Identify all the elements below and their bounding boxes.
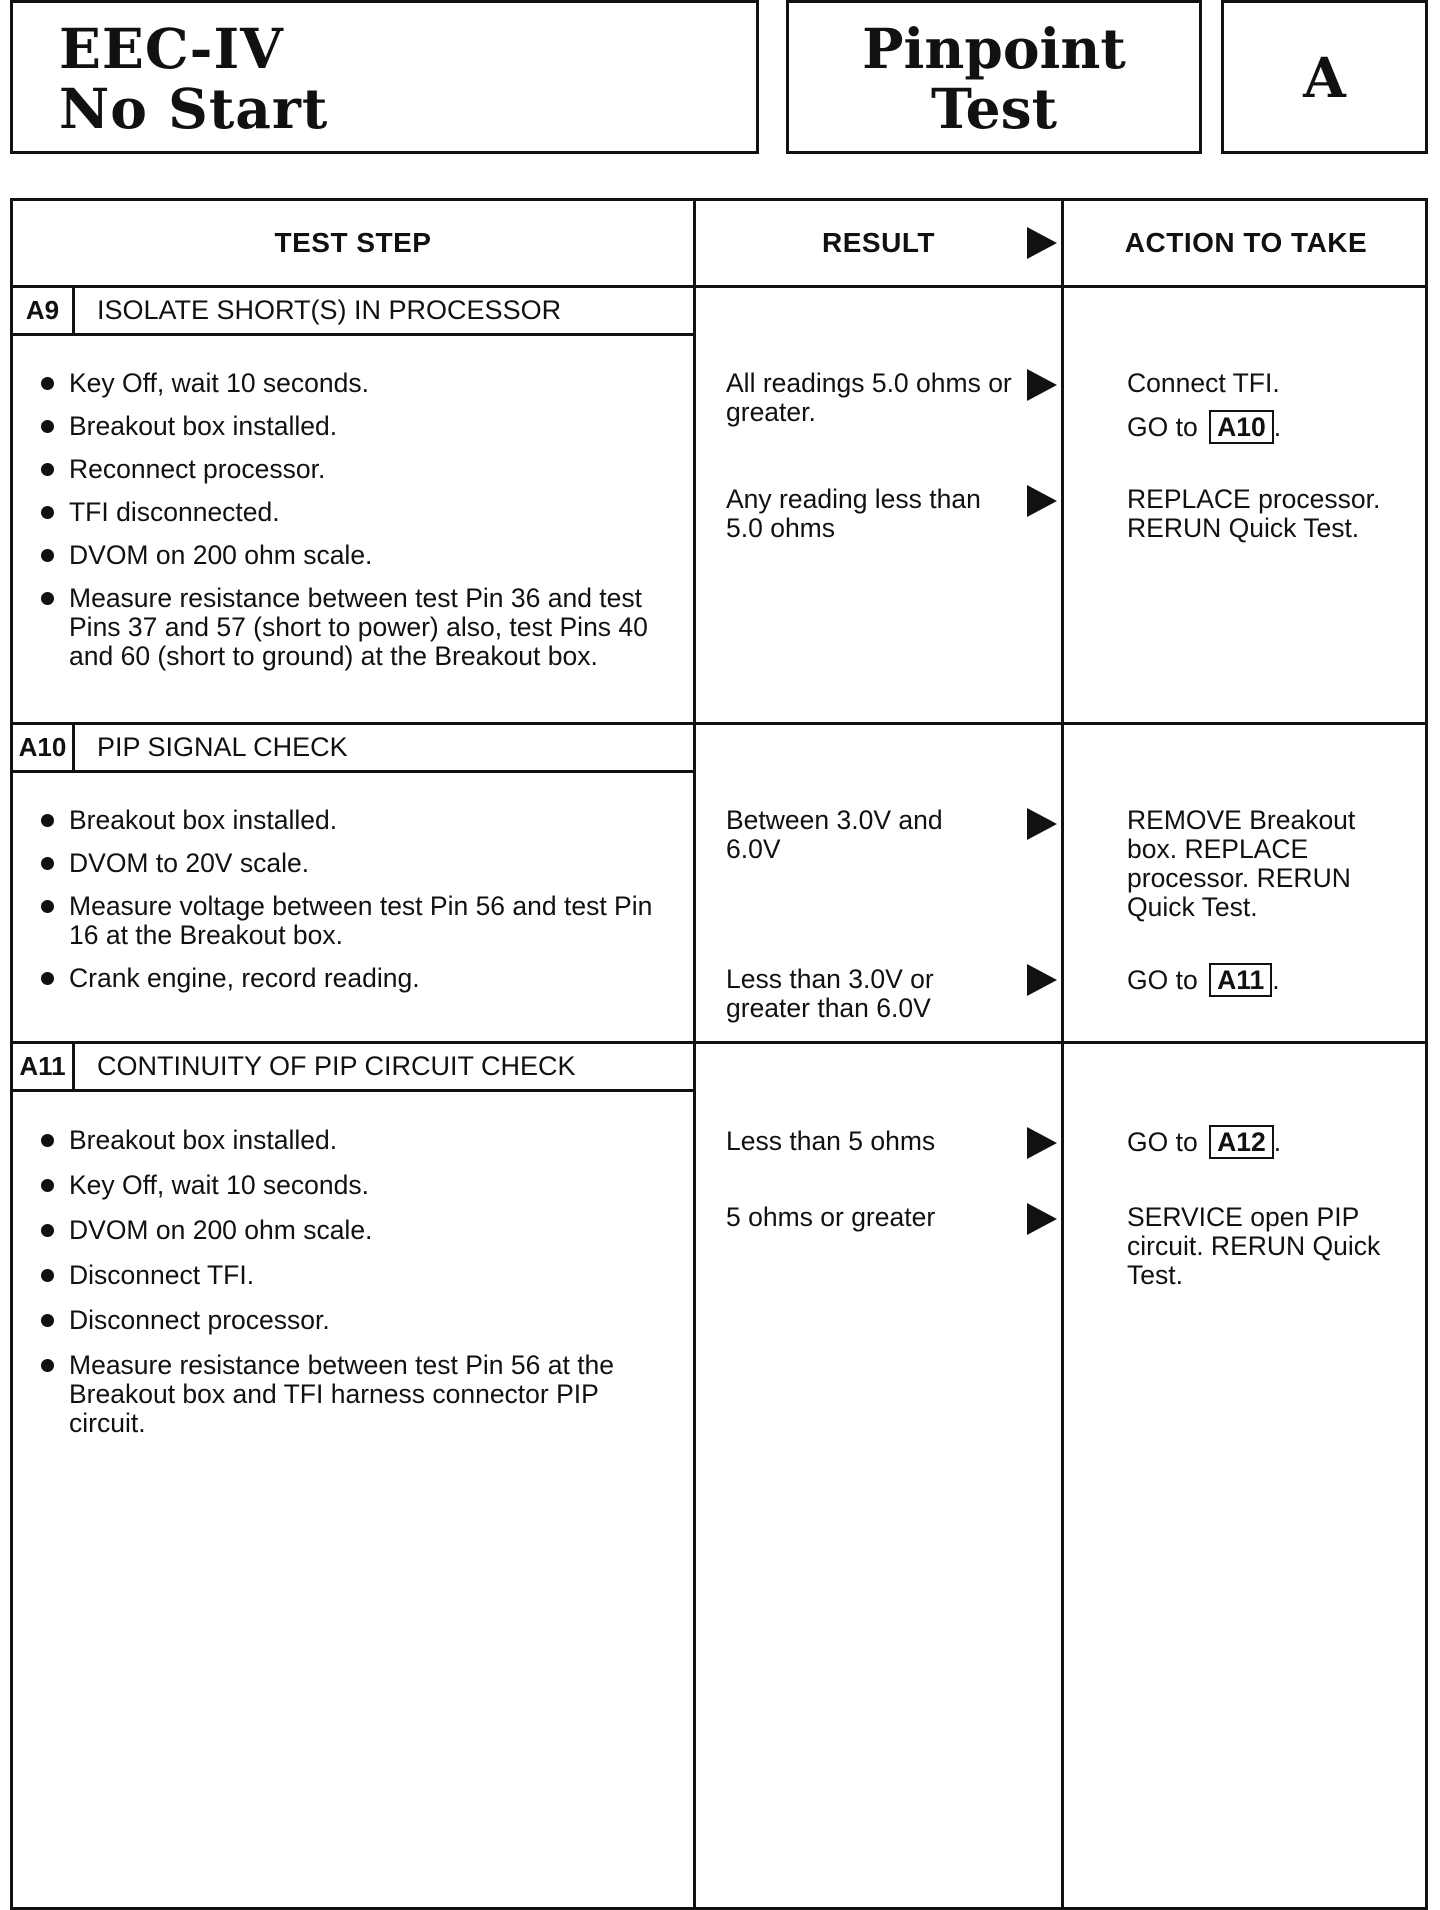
- list-item: Measure resistance between test Pin 56 at the Breakout box and TFI harness connector PIP circuit.: [39, 1351, 669, 1438]
- step-id: A10: [13, 725, 75, 770]
- list-item: Key Off, wait 10 seconds.: [39, 1171, 669, 1200]
- list-item: Key Off, wait 10 seconds.: [39, 369, 669, 398]
- list-item: TFI disconnected.: [39, 498, 669, 527]
- result-text: 5 ohms or greater: [726, 1202, 936, 1232]
- go-to-step-a11[interactable]: A11: [1209, 963, 1272, 997]
- column-header-result: RESULT: [822, 227, 935, 258]
- go-to-label: GO to: [1127, 965, 1198, 995]
- section-box: [1221, 0, 1428, 154]
- pinpoint-line-1: Pinpoint: [862, 16, 1126, 81]
- step-a9-conditions: [39, 369, 669, 685]
- go-to-label: GO to: [1127, 1127, 1198, 1157]
- list-item: Breakout box installed.: [39, 806, 669, 835]
- column-divider: [1061, 201, 1064, 1907]
- title-line-1: EEC-IV: [59, 16, 284, 81]
- action-line: Connect TFI.: [1127, 368, 1280, 398]
- title-box: [10, 0, 759, 154]
- action-text: SERVICE open PIP circuit. RERUN Quick Test.: [1127, 1202, 1381, 1290]
- title-line-2: No Start: [59, 76, 329, 141]
- step-a10-conditions: [39, 806, 669, 1007]
- list-item: Breakout box installed.: [39, 412, 669, 441]
- step-id: A9: [13, 288, 75, 333]
- arrow-icon: [1027, 808, 1057, 840]
- arrow-icon: [1027, 227, 1057, 259]
- section-letter: A: [1303, 45, 1346, 110]
- action-text: REPLACE processor. RERUN Quick Test.: [1127, 484, 1381, 543]
- step-a11-conditions: [39, 1126, 669, 1452]
- action-text: [1127, 369, 1417, 444]
- pinpoint-test-box: [786, 0, 1202, 154]
- arrow-icon: [1027, 1127, 1057, 1159]
- list-item: Measure resistance between test Pin 36 and test Pins 37 and 57 (short to power) also, test Pins 40 and 60 (short to ground) at the Breakout box.: [39, 584, 669, 671]
- arrow-icon: [1027, 485, 1057, 517]
- arrow-icon: [1027, 369, 1057, 401]
- step-header-a10: [13, 725, 695, 773]
- action-text: [1127, 963, 1417, 997]
- column-header-action: ACTION TO TAKE: [1124, 227, 1368, 258]
- result-text: Less than 3.0V or greater than 6.0V: [726, 964, 934, 1023]
- punctuation: .: [1273, 1127, 1282, 1157]
- list-item: DVOM to 20V scale.: [39, 849, 669, 878]
- arrow-icon: [1027, 964, 1057, 996]
- pinpoint-test-table: [10, 198, 1428, 1910]
- page-title: [59, 16, 329, 141]
- pinpoint-line-2: Test: [931, 76, 1057, 141]
- punctuation: .: [1272, 965, 1280, 995]
- result-text: Less than 5 ohms: [726, 1126, 936, 1156]
- step-header-a11: [13, 1044, 695, 1092]
- step-id: A11: [13, 1044, 75, 1089]
- go-to-step-a12[interactable]: A12: [1209, 1125, 1274, 1159]
- step-title: PIP SIGNAL CHECK: [97, 732, 348, 762]
- column-header-test-step: TEST STEP: [274, 227, 432, 258]
- step-title: CONTINUITY OF PIP CIRCUIT CHECK: [97, 1051, 576, 1081]
- list-item: DVOM on 200 ohm scale.: [39, 541, 669, 570]
- list-item: Crank engine, record reading.: [39, 964, 669, 993]
- go-to-step-a10[interactable]: A10: [1209, 410, 1274, 444]
- result-text: Between 3.0V and 6.0V: [726, 805, 943, 864]
- list-item: Breakout box installed.: [39, 1126, 669, 1155]
- list-item: DVOM on 200 ohm scale.: [39, 1216, 669, 1245]
- go-to-label: GO to: [1127, 412, 1198, 442]
- punctuation: .: [1273, 412, 1282, 442]
- list-item: Disconnect processor.: [39, 1306, 669, 1335]
- action-text: [1127, 1125, 1417, 1159]
- step-header-a9: [13, 288, 695, 336]
- arrow-icon: [1027, 1203, 1057, 1235]
- list-item: Reconnect processor.: [39, 455, 669, 484]
- action-text: REMOVE Breakout box. REPLACE processor. RERUN Quick Test.: [1127, 805, 1356, 922]
- result-text: Any reading less than 5.0 ohms: [726, 484, 981, 543]
- step-title: ISOLATE SHORT(S) IN PROCESSOR: [97, 295, 562, 325]
- list-item: Disconnect TFI.: [39, 1261, 669, 1290]
- result-text: All readings 5.0 ohms or greater.: [726, 368, 1012, 427]
- list-item: Measure voltage between test Pin 56 and test Pin 16 at the Breakout box.: [39, 892, 669, 950]
